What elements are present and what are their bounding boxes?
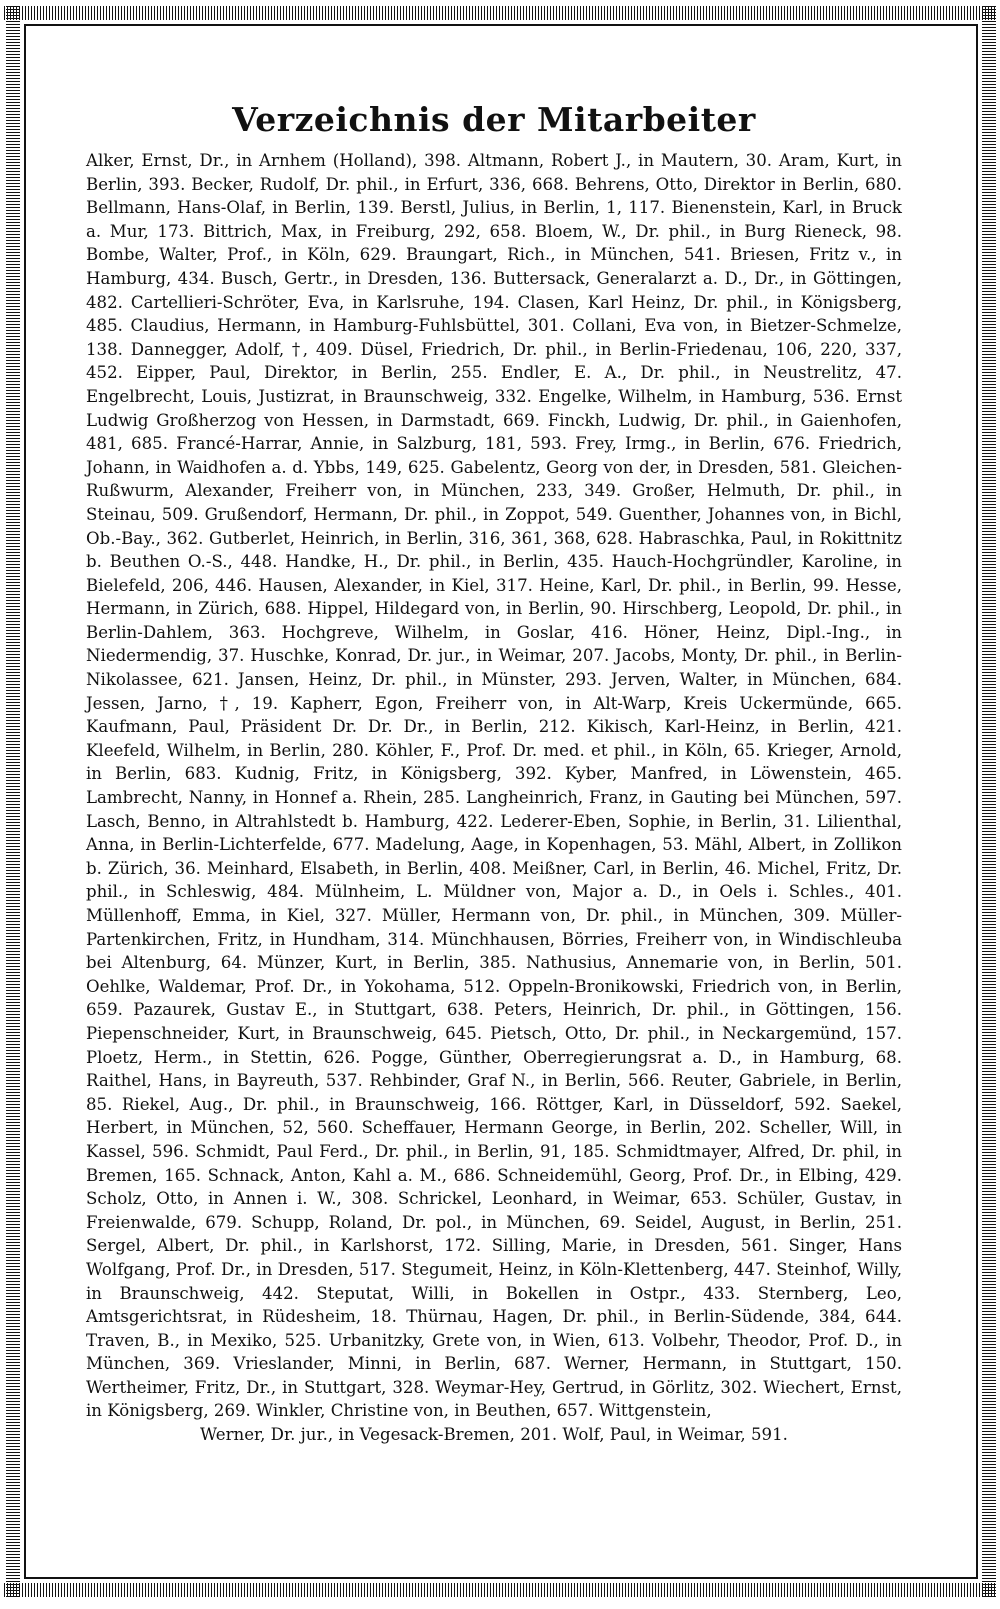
page-title: Verzeichnis der Mitarbeiter: [232, 100, 756, 139]
decorative-border-right: [982, 6, 996, 1597]
contributor-index: [86, 100, 902, 1447]
contributor-list-final-line: Werner, Dr. jur., in Vegesack-Bremen, 201. Wolf, Paul, in Weimar, 591.: [200, 1425, 788, 1445]
decorative-border-top: [4, 6, 996, 20]
contributor-list: Alker, Ernst, Dr., in Arnhem (Holland), 398. Altmann, Robert J., in Mautern, 30. Aram, Kurt, in Berlin, 393. Becker, Rudolf, Dr. phil., in Erfurt, 336, 668. Behrens, Otto, Direktor in Berlin, 680. Bellmann, Hans-Olaf, in Berlin, 139. Berstl, Julius, in Berlin, 1, 117. Bienenstein, Karl, in Bruck a. Mur, 173. Bittrich, Max, in Freiburg, 292, 658. Bloem, W., Dr. phil., in Burg Rieneck, 98. Bombe, Walter, Prof., in Köln, 629. Braungart, Rich., in München, 541. Briesen, Fritz v., in Hamburg, 434. Busch, Gertr., in Dresden, 136. Buttersack, Generalarzt a. D., Dr., in Göttingen, 482. Cartellieri-Schröter, Eva, in Karlsruhe, 194. Clasen, Karl Heinz, Dr. phil., in Königsberg, 485. Claudius, Hermann, in Hamburg-Fuhlsbüttel, 301. Collani, Eva von, in Bietzer-Schmelze, 138. Dannegger, Adolf, †, 409. Düsel, Friedrich, Dr. phil., in Berlin-Friedenau, 106, 220, 337, 452. Eipper, Paul, Direktor, in Berlin, 255. Endler, E. A., Dr. phil., in Neustrelitz, 47. Engelbrecht, Louis, Justizrat, in Braunschweig, 332. Engelke, Wilhelm, in Hamburg, 536. Ernst Ludwig Großherzog von Hessen, in Darmstadt, 669. Finckh, Ludwig, Dr. phil., in Gaienhofen, 481, 685. Francé-Harrar, Annie, in Salzburg, 181, 593. Frey, Irmg., in Berlin, 676. Friedrich, Johann, in Waidhofen a. d. Ybbs, 149, 625. Gabelentz, Georg von der, in Dresden, 581. Gleichen-Rußwurm, Alexander, Freiherr von, in München, 233, 349. Großer, Helmuth, Dr. phil., in Steinau, 509. Grußendorf, Hermann, Dr. phil., in Zoppot, 549. Guenther, Johannes von, in Bichl, Ob.-Bay., 362. Gutberlet, Heinrich, in Berlin, 316, 361, 368, 628. Habraschka, Paul, in Rokittnitz b. Beuthen O.-S., 448. Handke, H., Dr. phil., in Berlin, 435. Hauch-Hochgründler, Karoline, in Bielefeld, 206, 446. Hausen, Alexander, in Kiel, 317. Heine, Karl, Dr. phil., in Berlin, 99. Hesse, Hermann, in Zürich, 688. Hippel, Hildegard von, in Berlin, 90. Hirschberg, Leopold, Dr. phil., in Berlin-Dahlem, 363. Hochgreve, Wilhelm, in Goslar, 416. Höner, Heinz, Dipl.-Ing., in Niedermendig, 37. Huschke, Konrad, Dr. jur., in Weimar, 207. Jacobs, Monty, Dr. phil., in Berlin-Nikolassee, 621. Jansen, Heinz, Dr. phil., in Münster, 293. Jerven, Walter, in München, 684. Jessen, Jarno, †, 19. Kapherr, Egon, Freiherr von, in Alt-Warp, Kreis Uckermünde, 665. Kaufmann, Paul, Präsident Dr. Dr. Dr., in Berlin, 212. Kikisch, Karl-Heinz, in Berlin, 421. Kleefeld, Wilhelm, in Berlin, 280. Köhler, F., Prof. Dr. med. et phil., in Köln, 65. Krieger, Arnold, in Berlin, 683. Kudnig, Fritz, in Königsberg, 392. Kyber, Manfred, in Löwenstein, 465. Lambrecht, Nanny, in Honnef a. Rhein, 285. Langheinrich, Franz, in Gauting bei München, 597. Lasch, Benno, in Altrahlstedt b. Hamburg, 422. Lederer-Eben, Sophie, in Berlin, 31. Lilienthal, Anna, in Berlin-Lichterfelde, 677. Madelung, Aage, in Kopenhagen, 53. Mähl, Albert, in Zollikon b. Zürich, 36. Meinhard, Elsabeth, in Berlin, 408. Meißner, Carl, in Berlin, 46. Michel, Fritz, Dr. phil., in Schleswig, 484. Mülnheim, L. Müldner von, Major a. D., in Oels i. Schles., 401. Müllenhoff, Emma, in Kiel, 327. Müller, Hermann von, Dr. phil., in München, 309. Müller-Partenkirchen, Fritz, in Hundham, 314. Münchhausen, Börries, Freiherr von, in Windischleuba bei Altenburg, 64. Münzer, Kurt, in Berlin, 385. Nathusius, Annemarie von, in Berlin, 501. Oehlke, Waldemar, Prof. Dr., in Yokohama, 512. Oppeln-Bronikowski, Friedrich von, in Berlin, 659. Pazaurek, Gustav E., in Stuttgart, 638. Peters, Heinrich, Dr. phil., in Göttingen, 156. Piepenschneider, Kurt, in Braunschweig, 645. Pietsch, Otto, Dr. phil., in Neckargemünd, 157. Ploetz, Herm., in Stettin, 626. Pogge, Günther, Oberregierungsrat a. D., in Hamburg, 68. Raithel, Hans, in Bayreuth, 537. Rehbinder, Graf N., in Berlin, 566. Reuter, Gabriele, in Berlin, 85. Riekel, Aug., Dr. phil., in Braunschweig, 166. Röttger, Karl, in Düsseldorf, 592. Saekel, Herbert, in München, 52, 560. Scheffauer, Hermann George, in Berlin, 202. Scheller, Will, in Kassel, 596. Schmidt, Paul Ferd., Dr. phil., in Berlin, 91, 185. Schmidtmayer, Alfred, Dr. phil, in Bremen, 165. Schnack, Anton, Kahl a. M., 686. Schneidemühl, Georg, Prof. Dr., in Elbing, 429. Scholz, Otto, in Annen i. W., 308. Schrickel, Leonhard, in Weimar, 653. Schüler, Gustav, in Freienwalde, 679. Schupp, Roland, Dr. pol., in München, 69. Seidel, August, in Berlin, 251. Sergel, Albert, Dr. phil., in Karlshorst, 172. Silling, Marie, in Dresden, 561. Singer, Hans Wolfgang, Prof. Dr., in Dresden, 517. Stegumeit, Heinz, in Köln-Klettenberg, 447. Steinhof, Willy, in Braunschweig, 442. Steputat, Willi, in Bokellen in Ostpr., 433. Sternberg, Leo, Amtsgerichtsrat, in Rüdesheim, 18. Thürnau, Hagen, Dr. phil., in Berlin-Südende, 384, 644. Traven, B., in Mexiko, 525. Urbanitzky, Grete von, in Wien, 613. Volbehr, Theodor, Prof. D., in München, 369. Vrieslander, Minni, in Berlin, 687. Werner, Hermann, in Stuttgart, 150. Wertheimer, Fritz, Dr., in Stuttgart, 328. Weymar-Hey, Gertrud, in Görlitz, 302. Wiechert, Ernst, in Königsberg, 269. Winkler, Christine von, in Beuthen, 657. Wittgenstein,: [86, 151, 902, 1421]
decorative-border-left: [6, 6, 20, 1597]
decorative-border-bottom: [4, 1583, 996, 1597]
